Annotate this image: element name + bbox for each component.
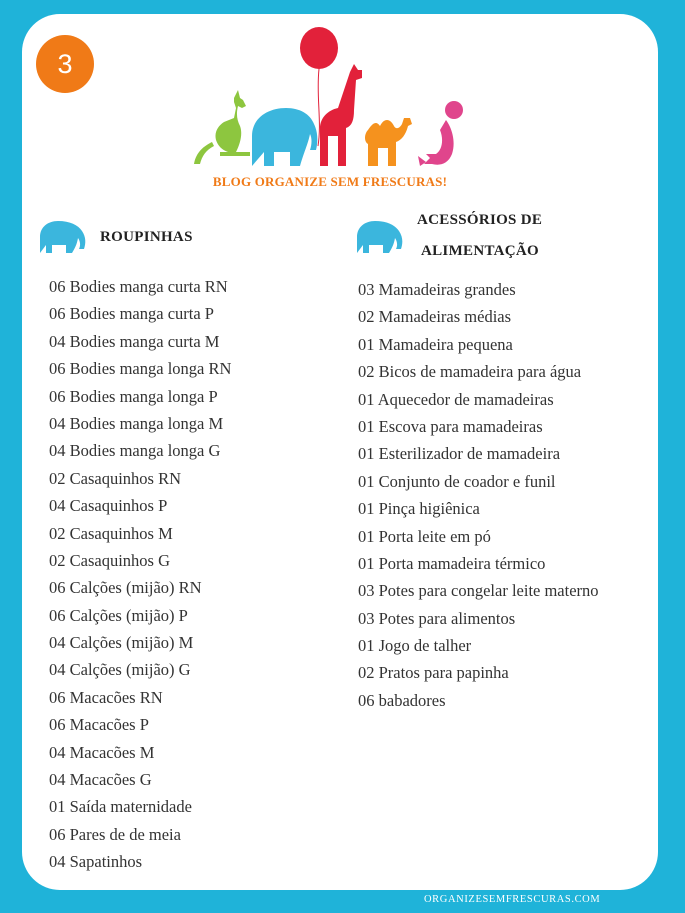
list-item: 02 Casaquinhos RN bbox=[49, 468, 181, 488]
list-item: 06 Bodies manga curta RN bbox=[49, 277, 228, 296]
clothes-list bbox=[49, 273, 231, 876]
list-item: 06 Bodies manga longa RN bbox=[49, 359, 232, 379]
list-item: 04 Casaquinhos P bbox=[49, 496, 168, 516]
list-item: 06 Bodies manga longa P bbox=[49, 386, 218, 406]
list-item: 04 Bodies manga longa M bbox=[49, 413, 224, 433]
list-item: 06 Calções (mijão) RN bbox=[49, 578, 202, 598]
footer bbox=[0, 894, 685, 910]
section-title-roupinhas: ROUPINHAS bbox=[100, 229, 193, 245]
list-item: 02 Bicos de mamadeira para água bbox=[358, 362, 582, 382]
list-item: 03 Potes para alimentos bbox=[358, 608, 516, 628]
list-item: 04 Calções (mijão) M bbox=[49, 633, 194, 653]
list-item: 06 Calções (mijão) P bbox=[49, 605, 188, 625]
list-item: 06 babadores bbox=[358, 690, 446, 710]
list-item: 01 Porta mamadeira térmico bbox=[358, 553, 546, 573]
list-item: 04 Calções (mijão) G bbox=[49, 660, 191, 680]
list-item: 02 Casaquinhos G bbox=[49, 550, 170, 570]
list-item: 04 Sapatinhos bbox=[49, 852, 143, 872]
feeding-list bbox=[358, 276, 599, 714]
list-item: 06 Macacões P bbox=[49, 715, 149, 735]
camel-icon bbox=[365, 118, 412, 166]
list-item: 01 Esterilizador de mamadeira bbox=[358, 444, 561, 464]
list-item: 01 Saída maternidade bbox=[49, 797, 192, 817]
giraffe-icon bbox=[320, 64, 362, 166]
seal-icon bbox=[418, 101, 463, 166]
footer-url: ORGANIZESEMFRESCURAS.COM bbox=[424, 894, 601, 905]
elephant-icon bbox=[252, 108, 317, 166]
list-item: 04 Bodies manga curta M bbox=[49, 331, 220, 351]
list-item: 01 Conjunto de coador e funil bbox=[358, 471, 556, 491]
list-item: 01 Pinça higiênica bbox=[358, 499, 480, 519]
list-item: 01 Porta leite em pó bbox=[358, 526, 491, 546]
list-item: 01 Aquecedor de mamadeiras bbox=[358, 389, 554, 409]
elephant-icon bbox=[38, 219, 88, 255]
kangaroo-icon bbox=[194, 90, 250, 164]
elephant-icon bbox=[355, 219, 405, 255]
list-item: 06 Bodies manga curta P bbox=[49, 304, 214, 324]
list-item: 01 Jogo de talher bbox=[358, 636, 472, 656]
list-item: 03 Mamadeiras grandes bbox=[358, 280, 516, 299]
list-item: 03 Potes para congelar leite materno bbox=[358, 581, 599, 601]
list-item: 01 Mamadeira pequena bbox=[358, 334, 513, 354]
list-item: 06 Pares de de meia bbox=[49, 824, 181, 844]
list-item: 02 Mamadeiras médias bbox=[358, 307, 512, 327]
section-title-acessorios-line1: ACESSÓRIOS DE bbox=[417, 212, 543, 228]
blog-title: BLOG ORGANIZE SEM FRESCURAS! bbox=[212, 174, 448, 189]
list-item: 04 Macacões G bbox=[49, 770, 152, 790]
list-item: 02 Pratos para papinha bbox=[358, 663, 509, 683]
list-item: 02 Casaquinhos M bbox=[49, 523, 173, 543]
list-item: 01 Escova para mamadeiras bbox=[358, 416, 543, 436]
section-title-acessorios-line2: ALIMENTAÇÃO bbox=[421, 243, 540, 259]
page-number-badge: 3 bbox=[36, 35, 94, 93]
list-item: 04 Macacões M bbox=[49, 742, 155, 762]
animals-logo bbox=[190, 26, 470, 171]
list-item: 04 Bodies manga longa G bbox=[49, 441, 221, 461]
list-item: 06 Macacões RN bbox=[49, 687, 163, 707]
